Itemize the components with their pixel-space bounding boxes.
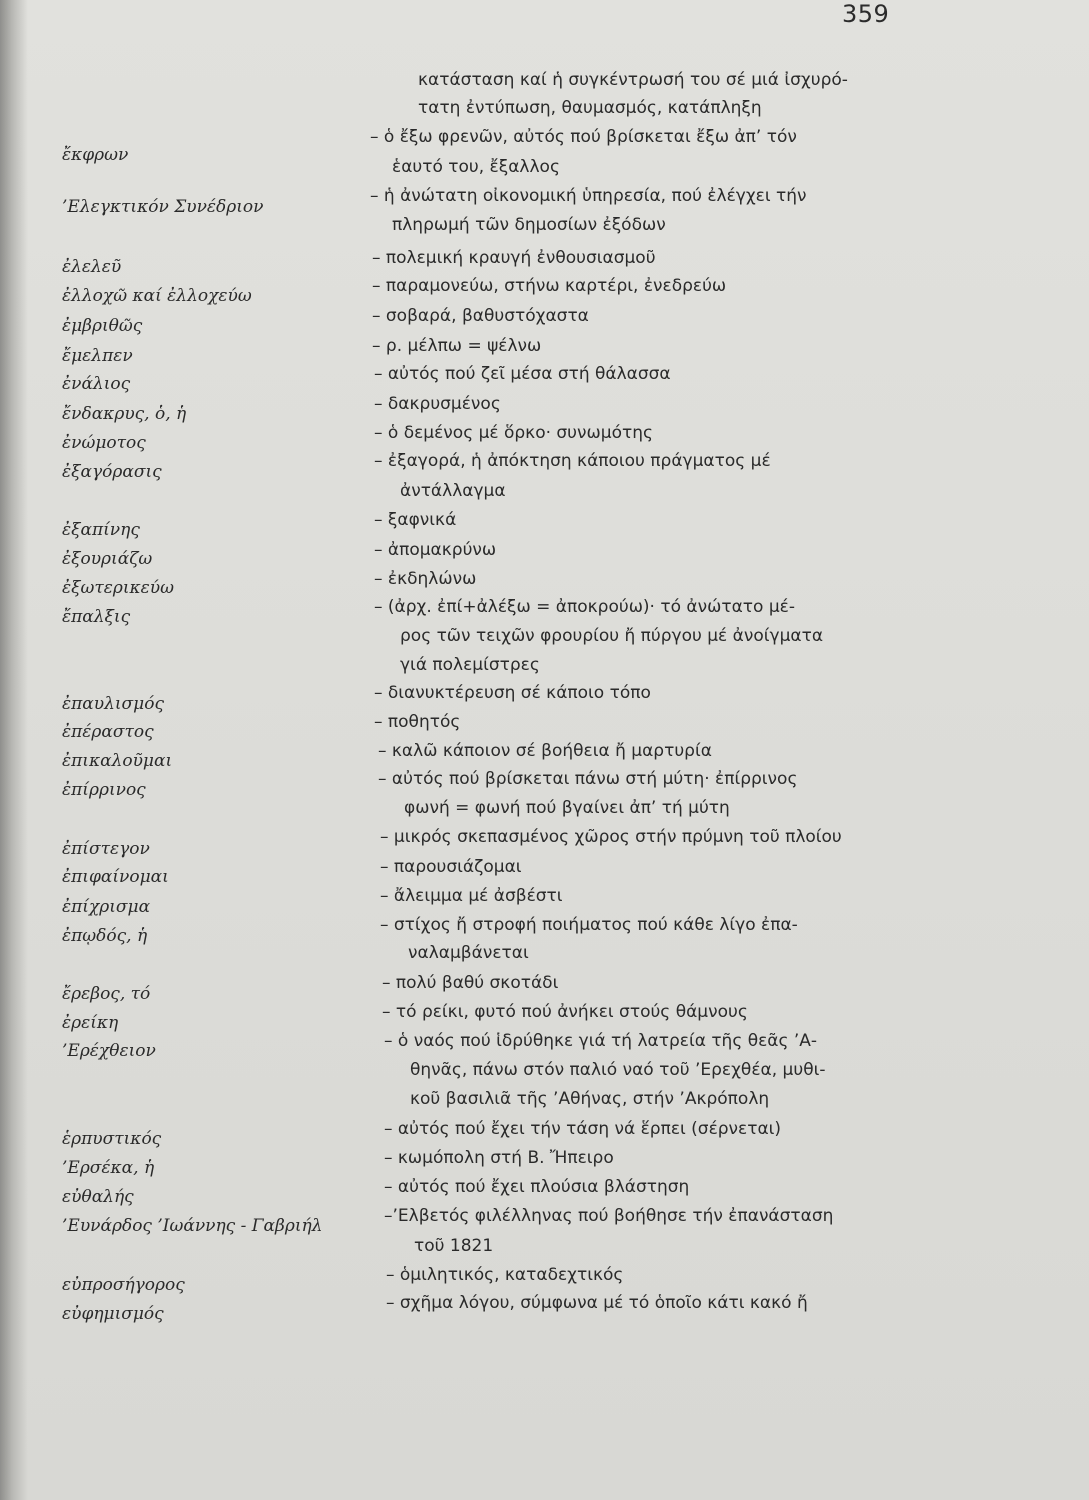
- page-number: 359: [842, 0, 890, 28]
- definition-line: – παραμονεύω, στήνω καρτέρι, ἐνεδρεύω: [372, 276, 727, 296]
- definition-line: –’Ελβετός φιλέλληνας πού βοήθησε τήν ἐπανάσταση: [384, 1206, 834, 1226]
- definition-line: – ξαφνικά: [374, 510, 457, 530]
- definition-line: ἑαυτό του, ἔξαλλος: [392, 157, 560, 177]
- lemma: ἐπικαλοῦμαι: [62, 751, 173, 771]
- definition-line: – στίχος ἤ στροφή ποιήματος πού κάθε λίγο ἐπα-: [380, 915, 798, 935]
- definition-line: – πολεμική κραυγή ἐνθουσιασμοῦ: [372, 248, 656, 268]
- lemma: ’Ερσέκα, ἡ: [62, 1158, 155, 1178]
- lemma: ἔπαλξις: [62, 607, 131, 627]
- definition-line: – ὁ ναός πού ἱδρύθηκε γιά τή λατρεία τῆς θεᾶς ’Α-: [384, 1031, 818, 1051]
- definition-line: τοῦ 1821: [414, 1236, 494, 1256]
- definition-line: ναλαμβάνεται: [408, 943, 529, 963]
- definition-line: – ὁμιλητικός, καταδεχτικός: [386, 1265, 624, 1285]
- definition-line: – δακρυσμένος: [374, 394, 501, 414]
- definition-line: – πολύ βαθύ σκοτάδι: [382, 973, 559, 993]
- definition-line: πληρωμή τῶν δημοσίων ἐξόδων: [392, 215, 666, 235]
- lemma: ἐπίχρισμα: [62, 897, 151, 917]
- lemma: εὐφημισμός: [62, 1304, 164, 1324]
- definition-line: – ἐξαγορά, ἡ ἀπόκτηση κάποιου πράγματος μέ: [374, 451, 771, 471]
- definition-line: – ποθητός: [374, 712, 461, 732]
- lemma: ἔρεβος, τό: [62, 984, 151, 1004]
- definition-line: – ἡ ἀνώτατη οἰκονομική ὑπηρεσία, πού ἐλέγχει τήν: [370, 186, 807, 206]
- definition-line: γιά πολεμίστρες: [400, 655, 540, 675]
- definition-line: – κωμόπολη στή Β. Ἤπειρο: [384, 1148, 614, 1168]
- lemma: ἐπιφαίνομαι: [62, 867, 169, 887]
- definition-line: – τό ρείκι, φυτό πού ἀνήκει στούς θάμνους: [382, 1002, 748, 1022]
- lemma: ἐρείκη: [62, 1013, 119, 1033]
- lemma: ’Ελεγκτικόν Συνέδριον: [62, 197, 264, 217]
- definition-line: – σοβαρά, βαθυστόχαστα: [372, 306, 589, 326]
- lemma: ἔμελπεν: [62, 346, 133, 366]
- lemma: ἐλλοχῶ καί ἐλλοχεύω: [62, 286, 252, 306]
- definition-line: – (ἀρχ. ἐπί+ἀλέξω = ἀποκρούω)· τό ἀνώτατο μέ-: [374, 597, 795, 617]
- definition-line: – καλῶ κάποιον σέ βοήθεια ἤ μαρτυρία: [378, 741, 712, 761]
- lemma: ἐπαυλισμός: [62, 694, 164, 714]
- definition-line: – σχῆμα λόγου, σύμφωνα μέ τό ὁποῖο κάτι κακό ἤ: [386, 1293, 808, 1313]
- definition-line: – αὐτός πού ζεῖ μέσα στή θάλασσα: [374, 364, 671, 384]
- definition-line: – αὐτός πού βρίσκεται πάνω στή μύτη· ἐπίρρινος: [378, 769, 798, 789]
- lemma: ἐλελεῦ: [62, 257, 122, 277]
- lemma: ἐξαπίνης: [62, 520, 140, 540]
- definition-line: – αὐτός πού ἔχει τήν τάση νά ἕρπει (σέρνεται): [384, 1119, 782, 1139]
- lemma: ’Ερέχθειον: [62, 1041, 156, 1061]
- lemma: ἐνώμοτος: [62, 433, 146, 453]
- lemma: ’Ευνάρδος ’Ιωάννης - Γαβριήλ: [62, 1216, 323, 1236]
- definition-line: – αὐτός πού ἔχει πλούσια βλάστηση: [384, 1177, 690, 1197]
- definition-line: φωνή = φωνή πού βγαίνει ἀπ’ τή μύτη: [404, 798, 730, 818]
- lemma: ἑρπυστικός: [62, 1129, 162, 1149]
- lemma: ἐπίρρινος: [62, 780, 146, 800]
- lemma: ἐπίστεγον: [62, 839, 150, 859]
- definition-line: – ἄλειμμα μέ ἀσβέστι: [380, 886, 563, 906]
- definition-line: τατη ἐντύπωση, θαυμασμός, κατάπληξη: [418, 98, 762, 118]
- definition-line: ἀντάλλαγμα: [400, 481, 506, 501]
- lemma: ἔνδακρυς, ὁ, ἡ: [62, 404, 187, 424]
- definition-line: – ὁ δεμένος μέ ὅρκο· συνωμότης: [374, 423, 653, 443]
- lemma: ἐπέραστος: [62, 722, 154, 742]
- definition-line: – ἐκδηλώνω: [374, 569, 477, 589]
- lemma: ἐπῳδός, ἡ: [62, 926, 148, 946]
- lemma: ἐξαγόρασις: [62, 462, 162, 482]
- definition-line: κοῦ βασιλιᾶ τῆς ’Αθήνας, στήν ’Ακρόπολη: [410, 1089, 770, 1109]
- definition-line: – ρ. μέλπω = ψέλνω: [372, 336, 542, 356]
- definition-line: – ἀπομακρύνω: [374, 540, 497, 560]
- lemma: εὐπροσήγορος: [62, 1275, 185, 1295]
- definition-line: θηνᾶς, πάνω στόν παλιό ναό τοῦ ’Ερεχθέα, μυθι-: [410, 1060, 826, 1080]
- lemma: ἐνάλιος: [62, 374, 131, 394]
- definition-line: – διανυκτέρευση σέ κάποιο τόπο: [374, 683, 651, 703]
- definition-line: – ὁ ἔξω φρενῶν, αὐτός πού βρίσκεται ἔξω ἀπ’ τόν: [370, 127, 797, 147]
- lemma: ἐξωτερικεύω: [62, 578, 175, 598]
- binding-shadow: [0, 0, 28, 1500]
- lemma: εὐθαλής: [62, 1187, 134, 1207]
- definition-line: κατάσταση καί ἡ συγκέντρωσή του σέ μιά ἰσχυρό-: [418, 70, 848, 90]
- lemma: ἐμβριθῶς: [62, 316, 143, 336]
- definition-line: ρος τῶν τειχῶν φρουρίου ἤ πύργου μέ ἀνοίγματα: [400, 626, 824, 646]
- lemma: ἐξουριάζω: [62, 549, 153, 569]
- definition-line: – μικρός σκεπασμένος χῶρος στήν πρύμνη τοῦ πλοίου: [380, 827, 842, 847]
- lemma: ἔκφρων: [62, 145, 129, 165]
- definition-line: – παρουσιάζομαι: [380, 857, 522, 877]
